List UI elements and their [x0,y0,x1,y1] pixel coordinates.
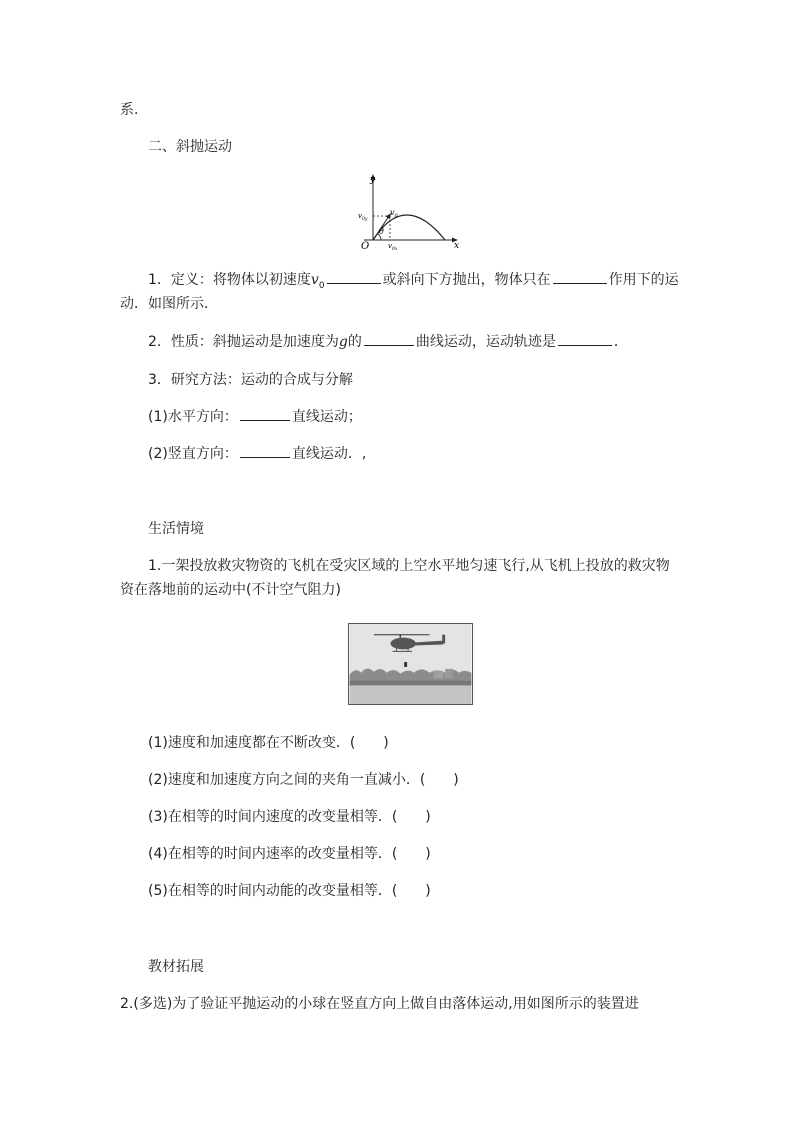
property-line: 2．性质：斜抛运动是加速度为g的 曲线运动，运动轨迹是 ． [148,334,628,350]
blank-3[interactable] [364,333,414,346]
section-heading-textbook: 教材拓展 [148,959,204,975]
section-heading-life-scenario: 生活情境 [148,521,204,537]
section-heading-oblique-projectile: 二、斜抛运动 [148,139,232,155]
blank-1[interactable] [327,271,381,284]
field [350,685,472,704]
angle-label: θ [379,227,384,236]
blank-2[interactable] [553,271,607,284]
question-1-line-1: 1.一架投放救灾物资的飞机在受灾区域的上空水平地匀速飞行,从飞机上投放的救灾物 [148,558,670,574]
ground-strip [350,681,472,686]
horizontal-direction-line: (1)水平方向： 直线运动； [148,409,362,425]
definition-line-2: 动．如图所示． [120,296,218,312]
statement-3: (3)在相等的时间内速度的改变量相等．( ) [148,809,431,825]
statement-2: (2)速度和加速度方向之间的夹角一直减小．( ) [148,772,459,788]
continuation-text: 系． [120,102,148,118]
cargo [404,662,407,667]
origin-label: O [361,241,370,252]
method-line: 3．研究方法：运动的合成与分解 [148,372,353,388]
blank-4[interactable] [558,333,612,346]
v0x-label: $v_{0x}$ [388,242,398,252]
y-axis-label: y [370,175,376,185]
vertical-direction-line: (2)竖直方向： 直线运动．, [148,446,367,462]
statement-1: (1)速度和加速度都在不断改变．( ) [148,735,389,751]
v0-label: $v_0$ [390,208,398,219]
blank-6[interactable] [240,445,290,458]
definition-line-1: 1．定义：将物体以初速度$v_0$ 或斜向下方抛出，物体只在 作用下的运 [148,272,679,291]
statement-4: (4)在相等的时间内速率的改变量相等．( ) [148,846,431,862]
oblique-projectile-diagram [350,170,462,252]
statement-5: (5)在相等的时间内动能的改变量相等．( ) [148,883,431,899]
x-axis-label: x [454,241,460,251]
question-1-line-2: 资在落地前的运动中(不计空气阻力) [120,582,341,598]
helicopter-photo [348,623,473,705]
v0y-label: $v_{0y}$ [358,212,368,222]
blank-5[interactable] [240,408,290,421]
question-2-line-1: 2.(多选)为了验证平抛运动的小球在竖直方向上做自由落体运动,用如图所示的装置进 [120,996,639,1012]
helicopter-body [391,638,416,650]
